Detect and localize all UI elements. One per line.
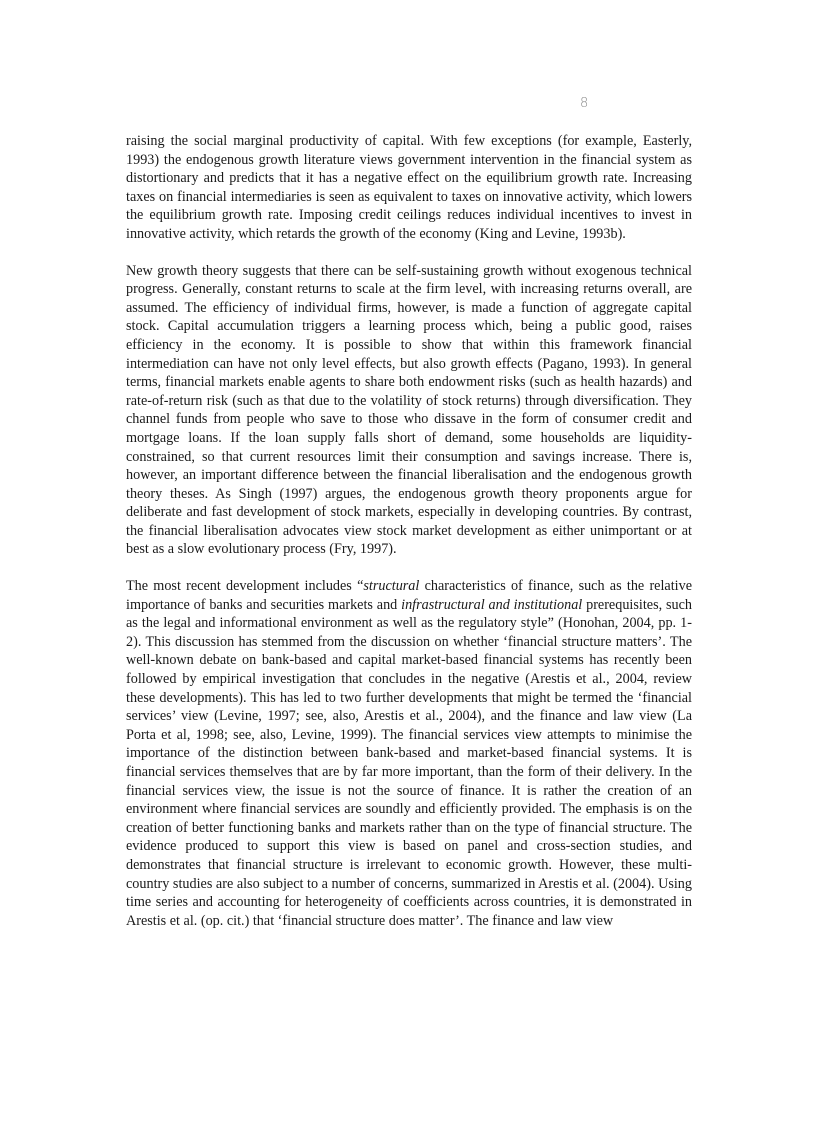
paragraph-new-growth-theory xyxy=(126,262,692,560)
text-segment: raising the social marginal productivity of capital. With few exceptions (for example, Easterly, 1993) the endogenous growth literature views government intervention in the financial system as distortionary and predicts that it has a negative effect on the equilibrium growth rate. Increasing taxes on financial intermediaries is seen as equivalent to taxes on innovative activity, which lowers the equilibrium growth rate. Imposing credit ceilings reduces individual incentives to invest in innovative activity, which retards the growth of the economy (King and Levine, 1993b). xyxy=(126,133,692,242)
text-segment: prerequisites, such as the legal and informational environment as well as the regulatory style” (Honohan, 2004, pp. 1-2). This discussion has stemmed from the discussion on whether ‘financial structure matters’. The well-known debate on bank-based and capital market-based financial systems has recently been followed by empirical investigation that concludes in the negative (Arestis et al., 2004, review these developments). This has led to two further developments that might be termed the ‘financial services’ view (Levine, 1997; see, also, Arestis et al., 2004), and the finance and law view (La Porta et al, 1998; see, also, Levine, 1999). The financial services view attempts to minimise the importance of the distinction between bank-based and market-based financial systems. It is financial services themselves that are by far more important, than the form of their delivery. In the financial services view, the issue is not the source of finance. It is rather the creation of an environment where financial services are soundly and efficiently provided. The emphasis is on the creation of better functioning banks and markets rather than on the type of financial structure. The evidence produced to support this view is based on panel and cross-section studies, and demonstrates that financial structure is irrelevant to economic growth. However, these multi-country studies are also subject to a number of concerns, summarized in Arestis et al. (2004). Using time series and accounting for heterogeneity of coefficients across countries, it is demonstrated in Arestis et al. (op. cit.) that ‘financial structure does matter’. The finance and law view xyxy=(126,596,692,929)
emphasis-text: structural xyxy=(363,578,420,595)
text-segment: The most recent development includes “ xyxy=(126,578,364,595)
body-text xyxy=(126,132,692,948)
text-segment: New growth theory suggests that there can be self-sustaining growth without exogenous technical progress. Generally, constant returns to scale at the firm level, with increasing returns overall, are assumed. The efficiency of individual firms, however, is made a function of aggregate capital stock. Capital accumulation triggers a learning process which, being a public good, raises efficiency in the economy. It is possible to show that within this framework financial intermediation can have not only level effects, but also growth effects (Pagano, 1993). In general terms, financial markets enable agents to share both endowment risks (such as health hazards) and rate-of-return risk (such as that due to the volatility of stock returns) through diversification. They channel funds from people who save to those who dissave in the form of consumer credit and mortgage loans. If the loan supply falls short of demand, some households are liquidity-constrained, so that current resources limit their consumption and savings increase. There is, however, an important difference between the financial liberalisation and the endogenous growth theory theses. As Singh (1997) argues, the endogenous growth theory proponents argue for deliberate and fast development of stock markets, especially in developing countries. By contrast, the financial liberalisation advocates view stock market development as either unimportant or at best as a slow evolutionary process (Fry, 1997). xyxy=(126,262,692,558)
paragraph-financial-structure xyxy=(126,577,692,930)
text-segment: characteristics of finance, such as the relative importance of banks and securities markets and xyxy=(126,578,692,613)
emphasis-text: infrastructural and institutional xyxy=(401,596,583,613)
paragraph-endogenous-growth-intervention xyxy=(126,132,692,244)
page-number: 8 xyxy=(580,96,589,111)
